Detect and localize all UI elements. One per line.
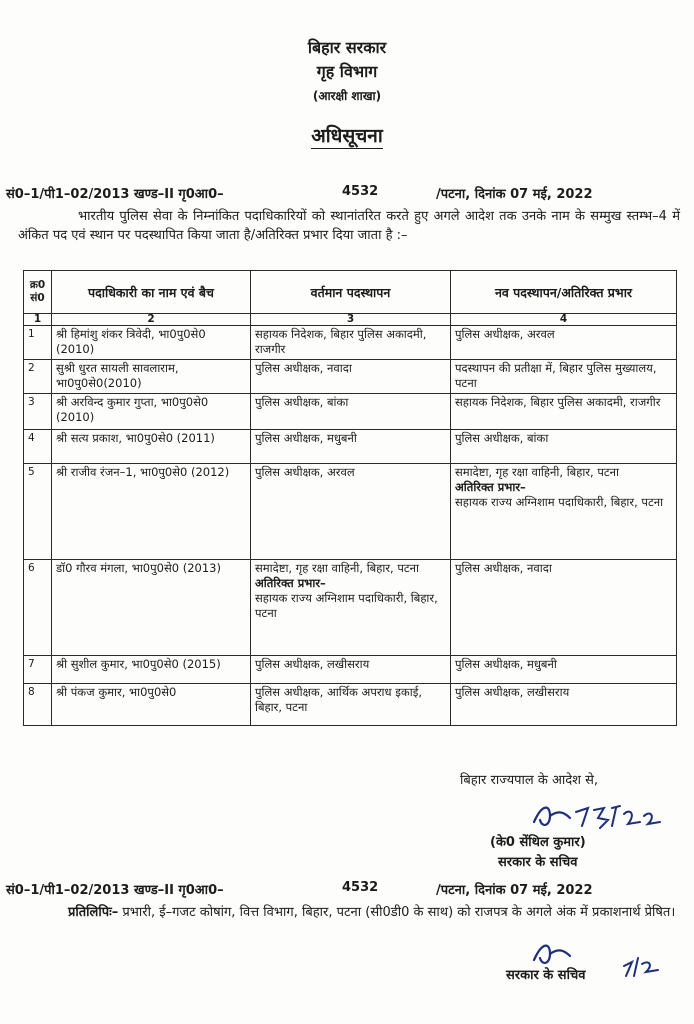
officer-name-cell	[52, 394, 251, 430]
new-posting-cell	[451, 560, 677, 656]
new-posting-cell	[451, 360, 677, 394]
officer-name-cell-text: डॉ0 गौरव मंगला, भा0पु0से0 (2013)	[56, 561, 221, 575]
copy-label: प्रतिलिपिः–	[68, 905, 119, 920]
new-posting-cell	[451, 464, 677, 560]
transfer-table	[23, 270, 677, 726]
officer-name-cell	[52, 560, 251, 656]
serial-number-cell-text: 6	[28, 562, 35, 574]
officer-name-cell-text: सुश्री धुरत सायली सावलाराम, भा0पु0से0(2010)	[56, 361, 179, 390]
current-posting-cell	[251, 326, 451, 360]
serial-number-cell-text: 8	[28, 686, 35, 698]
serial-number-cell	[24, 656, 52, 684]
header-serial: क्र0 सं0	[24, 271, 52, 314]
copy-paragraph	[6, 903, 678, 923]
new-posting-cell-text: पुलिस अधीक्षक, लखीसराय	[455, 685, 570, 699]
officer-name-cell	[52, 430, 251, 464]
government-name: बिहार सरकार	[307, 38, 387, 57]
column-number: 1	[24, 314, 52, 326]
new-posting-cell	[451, 326, 677, 360]
new-posting-cell-text: पुलिस अधीक्षक, बांका	[455, 431, 549, 445]
copy-reference-number: सं0–1/पी1–02/2013 खण्ड–II गृ0आ0–	[6, 883, 224, 898]
serial-number-cell-text: 7	[28, 658, 35, 670]
serial-number-cell-text: 1	[28, 328, 35, 340]
header-current-posting: वर्तमान पदस्थापन	[251, 271, 451, 314]
column-number: 2	[52, 314, 251, 326]
additional-charge-label: अतिरिक्त प्रभार–	[455, 480, 526, 494]
table-row	[24, 684, 677, 726]
current-posting-cell-text: सहायक निदेशक, बिहार पुलिस अकादमी, राजगीर	[255, 327, 427, 356]
current-posting-cell	[251, 464, 451, 560]
serial-number-cell-text: 5	[28, 466, 35, 478]
department-name: गृह विभाग	[316, 62, 378, 81]
copy-memo-number: 4532	[342, 880, 379, 895]
copy-place-date: /पटना, दिनांक 07 मई, 2022	[436, 883, 593, 898]
column-number: 4	[451, 314, 677, 326]
current-posting-cell	[251, 656, 451, 684]
officer-name-cell-text: श्री हिमांशु शंकर त्रिवेदी, भा0पु0से0 (2010)	[56, 327, 206, 356]
table-row	[24, 464, 677, 560]
table-row	[24, 560, 677, 656]
reference-number: सं0–1/पी1–02/2013 खण्ड–II गृ0आ0–	[6, 187, 224, 202]
new-posting-cell-text: समादेष्टा, गृह रक्षा वाहिनी, बिहार, पटना	[455, 465, 620, 479]
serial-number-cell	[24, 430, 52, 464]
table-row	[24, 360, 677, 394]
serial-number-cell	[24, 326, 52, 360]
current-posting-cell	[251, 430, 451, 464]
new-posting-cell	[451, 656, 677, 684]
officer-name-cell-text: श्री पंकज कुमार, भा0पु0से0	[56, 685, 177, 699]
current-posting-cell	[251, 684, 451, 726]
intro-paragraph	[18, 207, 680, 245]
new-posting-cell-text: पुलिस अधीक्षक, मधुबनी	[455, 657, 557, 671]
place-date: /पटना, दिनांक 07 मई, 2022	[436, 187, 593, 202]
officer-name-cell	[52, 326, 251, 360]
header-new-posting: नव पदस्थापन/अतिरिक्त प्रभार	[451, 271, 677, 314]
table-row	[24, 656, 677, 684]
memo-number: 4532	[342, 184, 379, 199]
officer-name-cell	[52, 464, 251, 560]
serial-number-cell	[24, 684, 52, 726]
new-posting-cell	[451, 684, 677, 726]
copy-signature-designation: सरकार के सचिव	[506, 968, 586, 983]
officer-name-cell-text: श्री सुशील कुमार, भा0पु0से0 (2015)	[56, 657, 221, 671]
document-title-text: अधिसूचना	[311, 125, 383, 147]
column-number: 3	[251, 314, 451, 326]
signatory-name: (के0 सेंथिल कुमार)	[490, 835, 586, 850]
signatory-designation: सरकार के सचिव	[498, 855, 578, 870]
serial-number-cell-text: 4	[28, 432, 35, 444]
new-posting-cell-text: पुलिस अधीक्षक, नवादा	[455, 561, 552, 575]
table-header-row	[24, 271, 677, 314]
current-posting-cell-text: पुलिस अधीक्षक, आर्थिक अपराध इकाई, बिहार, पटना	[255, 685, 423, 714]
officer-name-cell-text: श्री राजीव रंजन–1, भा0पु0से0 (2012)	[56, 465, 230, 479]
additional-charge-text: सहायक राज्य अग्निशाम पदाधिकारी, बिहार, पटना	[255, 591, 438, 620]
current-posting-cell-text: पुलिस अधीक्षक, बांका	[255, 395, 349, 409]
serial-number-cell	[24, 360, 52, 394]
current-posting-cell	[251, 360, 451, 394]
new-posting-cell	[451, 430, 677, 464]
additional-charge-text: सहायक राज्य अग्निशाम पदाधिकारी, बिहार, पटना	[455, 495, 664, 509]
officer-name-cell-text: श्री सत्य प्रकाश, भा0पु0से0 (2011)	[56, 431, 215, 445]
new-posting-cell-text: पदस्थापन की प्रतीक्षा में, बिहार पुलिस मुख्यालय, पटना	[455, 361, 657, 390]
table-row	[24, 326, 677, 360]
serial-number-cell	[24, 394, 52, 430]
current-posting-cell-text: पुलिस अधीक्षक, अरवल	[255, 465, 355, 479]
new-posting-cell-text: पुलिस अधीक्षक, अरवल	[455, 327, 555, 341]
current-posting-cell-text: पुलिस अधीक्षक, मधुबनी	[255, 431, 357, 445]
governor-order-line: बिहार राज्यपाल के आदेश से,	[460, 773, 599, 788]
current-posting-cell-text: पुलिस अधीक्षक, लखीसराय	[255, 657, 370, 671]
header-name: पदाधिकारी का नाम एवं बैच	[52, 271, 251, 314]
document-title	[0, 122, 694, 148]
serial-number-cell-text: 3	[28, 396, 35, 408]
branch-name: (आरक्षी शाखा)	[312, 89, 382, 103]
officer-name-cell	[52, 684, 251, 726]
current-posting-cell-text: पुलिस अधीक्षक, नवादा	[255, 361, 352, 375]
serial-number-cell	[24, 464, 52, 560]
table-row	[24, 430, 677, 464]
new-posting-cell	[451, 394, 677, 430]
current-posting-cell	[251, 560, 451, 656]
table-row	[24, 394, 677, 430]
officer-name-cell	[52, 360, 251, 394]
officer-name-cell	[52, 656, 251, 684]
table-column-number-row	[24, 314, 677, 326]
additional-charge-label: अतिरिक्त प्रभार–	[255, 576, 326, 590]
officer-name-cell-text: श्री अरविन्द कुमार गुप्ता, भा0पु0से0 (2010)	[56, 395, 209, 424]
serial-number-cell	[24, 560, 52, 656]
new-posting-cell-text: सहायक निदेशक, बिहार पुलिस अकादमी, राजगीर	[455, 395, 661, 409]
intro-text: भारतीय पुलिस सेवा के निम्नांकित पदाधिकारियों को स्थानांतरित करते हुए अगले आदेश तक उनके नाम के सम्मुख स्तम्भ–4 में अंकित पद एवं स्थान पर पदस्थापित किया जाता है/अतिरिक्त प्रभार दिया जाता है :–	[18, 209, 680, 243]
copy-text: प्रभारी, ई–गजट कोषांग, वित्त विभाग, बिहार, पटना (सी0डी0 के साथ) को राजपत्र के अगले अंक में प्रकाशनार्थ प्रेषित।	[122, 905, 676, 920]
current-posting-cell	[251, 394, 451, 430]
current-posting-cell-text: समादेष्टा, गृह रक्षा वाहिनी, बिहार, पटना	[255, 561, 420, 575]
serial-number-cell-text: 2	[28, 362, 35, 374]
